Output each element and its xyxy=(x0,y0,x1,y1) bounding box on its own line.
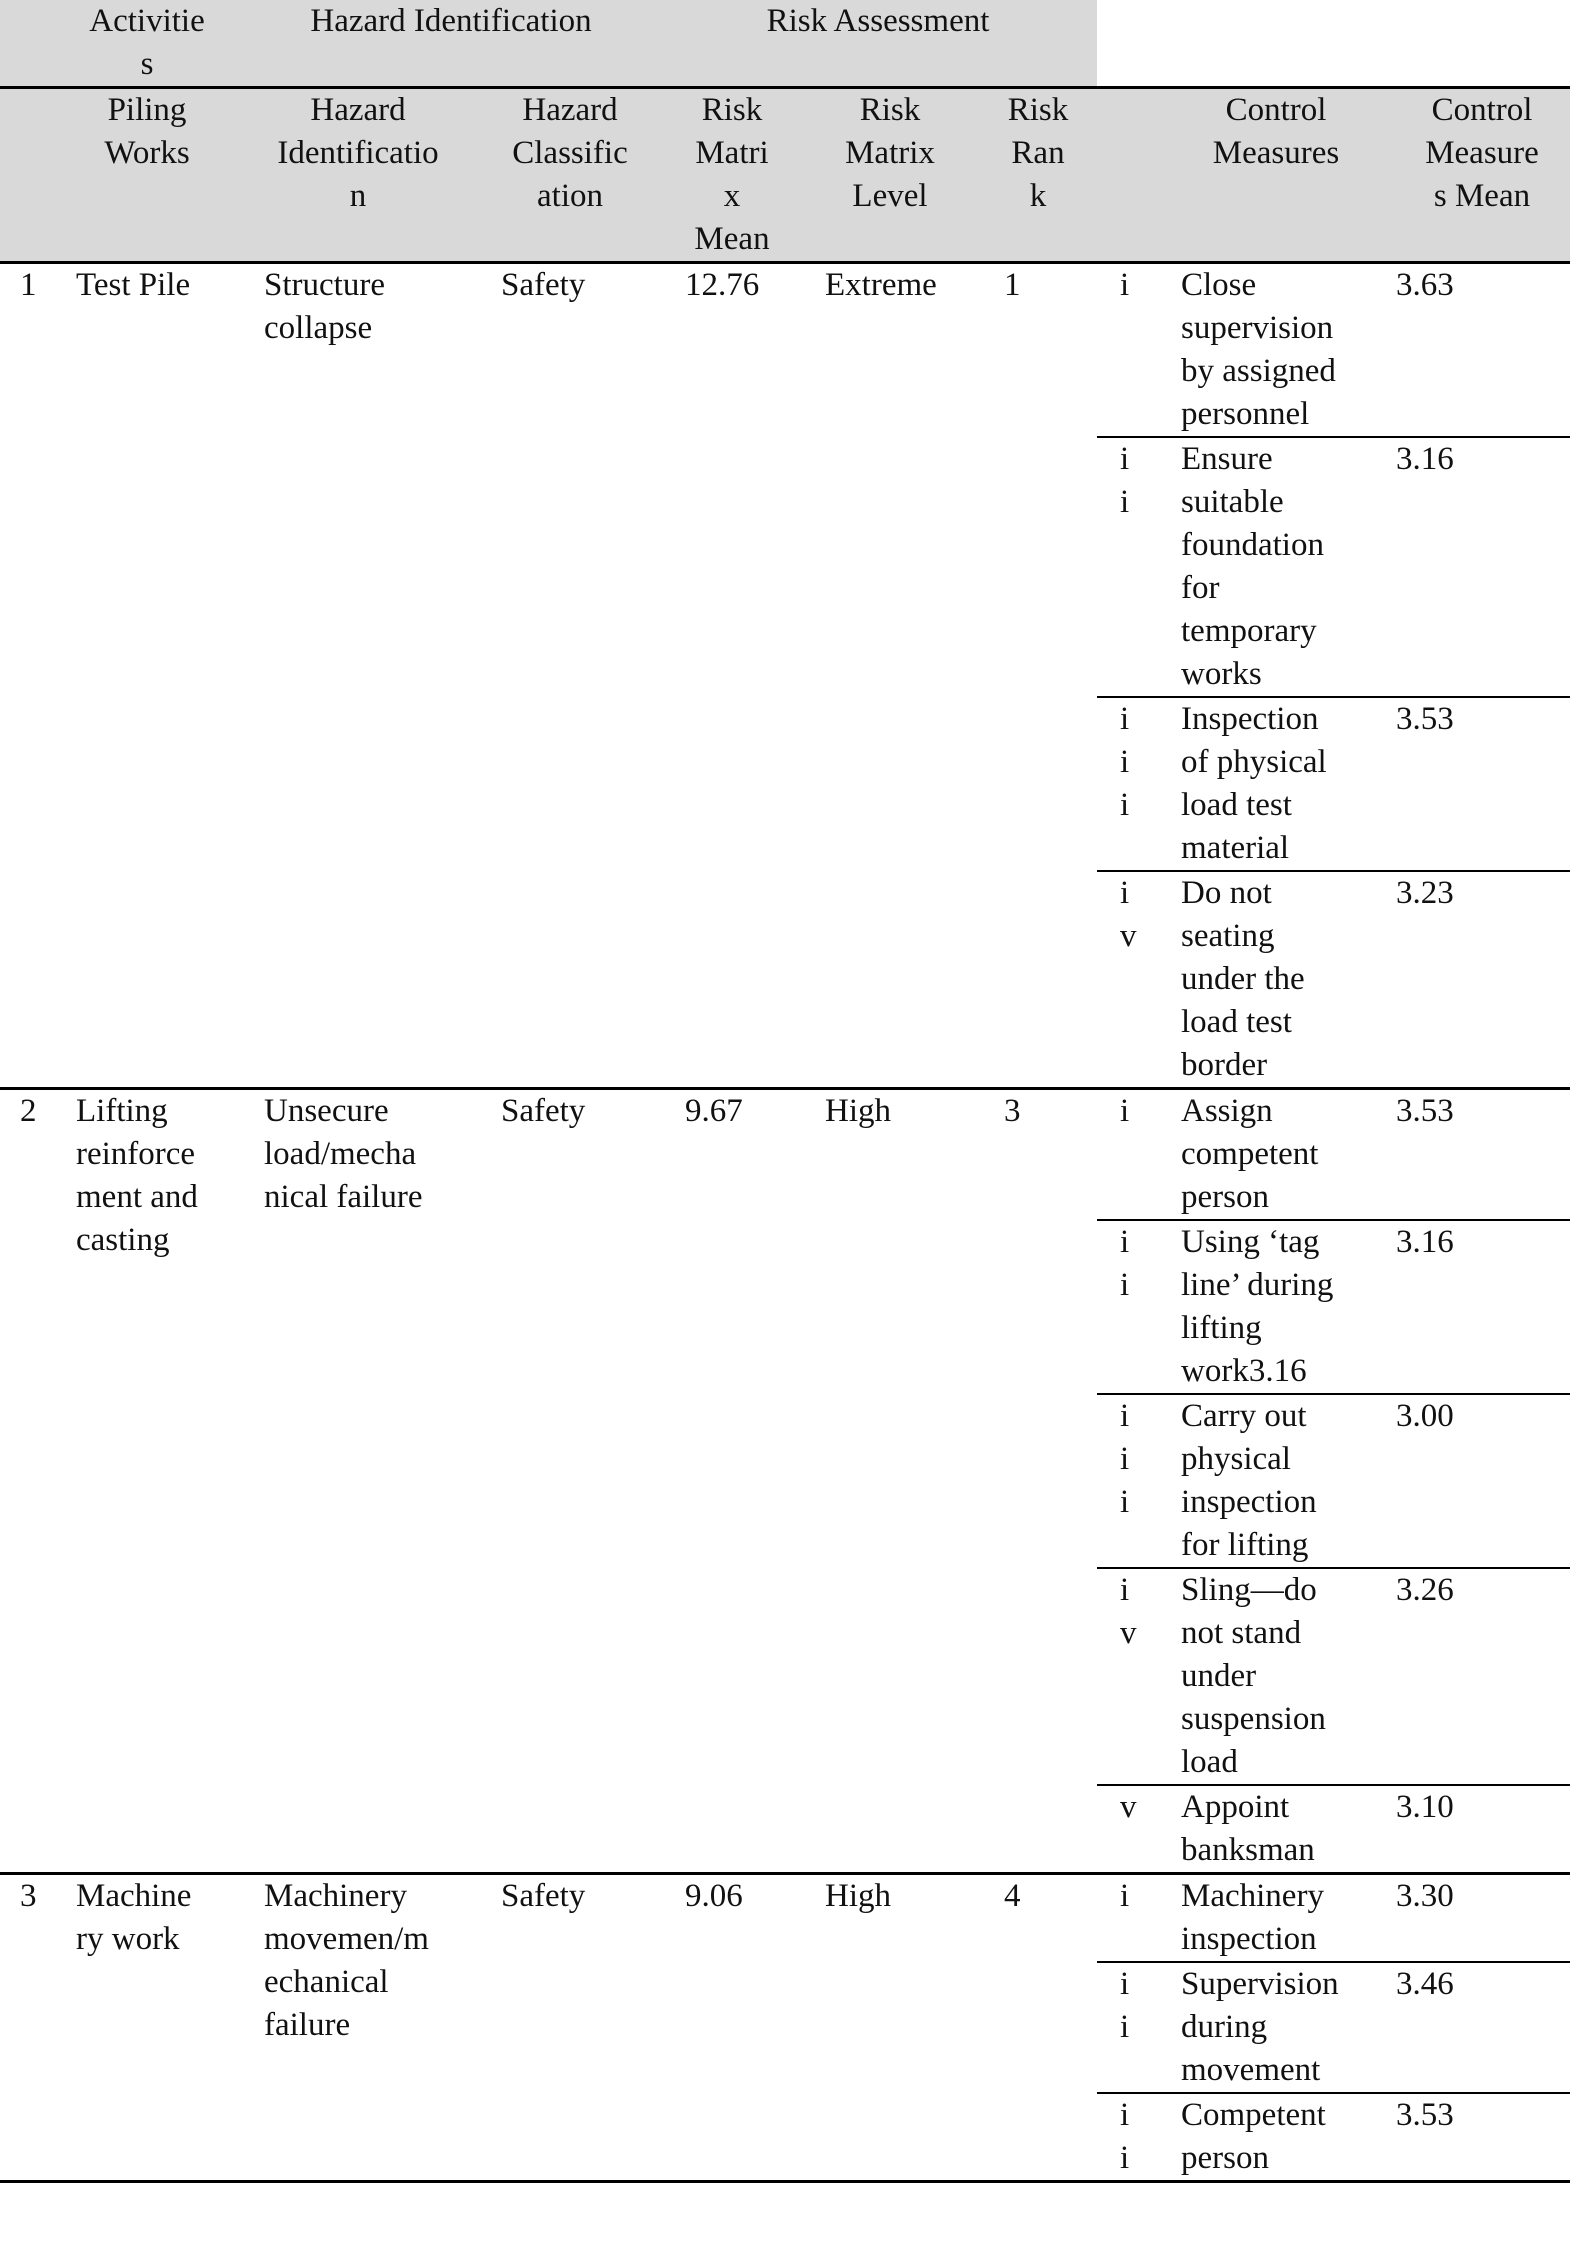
cell-activity: Lifting reinforce ment and casting xyxy=(76,1093,198,1258)
control-measure-row xyxy=(1097,436,1570,696)
control-measures-list xyxy=(1097,1875,1570,2180)
control-measure-row xyxy=(1097,1393,1570,1567)
col-risk-matrix-level: Risk Matrix Level xyxy=(845,92,935,214)
cell-hazard-classification: Safety xyxy=(501,1878,586,1914)
measure-text: Appoint banksman xyxy=(1181,1789,1315,1868)
cell-risk-rank: 1 xyxy=(1004,267,1021,303)
table-body xyxy=(0,264,1570,2183)
measure-numeral: iii xyxy=(1120,1398,1130,1520)
cell-hazard: Structure collapse xyxy=(264,267,385,346)
measure-numeral: v xyxy=(1120,1789,1137,1825)
cell-risk-rank: 4 xyxy=(1004,1878,1021,1914)
measure-text: Inspection of physical load test material xyxy=(1181,701,1327,866)
table-row xyxy=(0,1090,1570,1875)
cell-risk-matrix-mean: 12.76 xyxy=(685,267,760,303)
col-risk-matrix-mean: Risk Matri x Mean xyxy=(694,92,770,257)
measure-numeral: iv xyxy=(1120,875,1137,954)
measure-text: Competent person xyxy=(1181,2097,1326,2176)
control-measures-list xyxy=(1097,1090,1570,1872)
group-header-risk-assessment: Risk Assessment xyxy=(766,3,990,39)
control-measures-list xyxy=(1097,264,1570,1087)
cell-risk-rank: 3 xyxy=(1004,1093,1021,1129)
measure-mean: 3.16 xyxy=(1396,1224,1454,1260)
measure-numeral: ii xyxy=(1120,441,1130,520)
control-measure-row xyxy=(1097,1961,1570,2092)
table-row xyxy=(0,264,1570,1090)
table-row xyxy=(0,1875,1570,2183)
row-main-cells xyxy=(0,1090,1097,1872)
measure-numeral: i xyxy=(1120,1093,1130,1129)
control-measure-row xyxy=(1097,696,1570,870)
control-measure-row xyxy=(1097,870,1570,1087)
control-measure-row xyxy=(1097,2092,1570,2180)
measure-text: Do not seating under the load test border xyxy=(1181,875,1305,1083)
measure-text: Assign competent person xyxy=(1181,1093,1319,1215)
measure-numeral: iv xyxy=(1120,1572,1137,1651)
measure-mean: 3.53 xyxy=(1396,1093,1454,1129)
measure-numeral: i xyxy=(1120,267,1130,303)
measure-mean: 3.26 xyxy=(1396,1572,1454,1608)
cell-hazard-classification: Safety xyxy=(501,267,586,303)
measure-mean: 3.46 xyxy=(1396,1966,1454,2002)
measure-numeral: iii xyxy=(1120,701,1130,823)
measure-mean: 3.00 xyxy=(1396,1398,1454,1434)
col-piling-works: Piling Works xyxy=(104,92,190,171)
measure-mean: 3.30 xyxy=(1396,1878,1454,1914)
cell-risk-matrix-mean: 9.06 xyxy=(685,1878,743,1914)
col-control-measures-mean: Control Measure s Mean xyxy=(1425,92,1539,214)
measure-text: Supervision during movement xyxy=(1181,1966,1339,2088)
group-header-band xyxy=(0,0,1097,86)
control-measure-row xyxy=(1097,1567,1570,1784)
control-measure-row xyxy=(1097,1784,1570,1872)
measure-mean: 3.53 xyxy=(1396,701,1454,737)
measure-text: Sling—do not stand under suspension load xyxy=(1181,1572,1326,1780)
measure-mean: 3.23 xyxy=(1396,875,1454,911)
cell-row-number: 2 xyxy=(20,1093,37,1129)
cell-risk-matrix-level: High xyxy=(825,1093,891,1129)
control-measure-row xyxy=(1097,1219,1570,1393)
group-header-hazard-identification: Hazard Identification xyxy=(310,3,592,39)
measure-text: Machinery inspection xyxy=(1181,1878,1324,1957)
cell-hazard-classification: Safety xyxy=(501,1093,586,1129)
measure-text: Carry out physical inspection for lifting xyxy=(1181,1398,1317,1563)
measure-mean: 3.16 xyxy=(1396,441,1454,477)
measure-mean: 3.63 xyxy=(1396,267,1454,303)
cell-hazard: Machinery movemen/m echanical failure xyxy=(264,1878,429,2043)
measure-mean: 3.53 xyxy=(1396,2097,1454,2133)
cell-hazard: Unsecure load/mecha nical failure xyxy=(264,1093,423,1215)
cell-risk-matrix-mean: 9.67 xyxy=(685,1093,743,1129)
column-header-row xyxy=(0,89,1570,261)
measure-mean: 3.10 xyxy=(1396,1789,1454,1825)
cell-row-number: 1 xyxy=(20,267,37,303)
cell-risk-matrix-level: High xyxy=(825,1878,891,1914)
measure-numeral: ii xyxy=(1120,2097,1130,2176)
cell-activity: Machine ry work xyxy=(76,1878,192,1957)
group-header-activities: Activitie s xyxy=(89,3,205,82)
measure-text: Close supervision by assigned personnel xyxy=(1181,267,1336,432)
measure-numeral: ii xyxy=(1120,1224,1130,1303)
col-hazard-identification: Hazard Identificatio n xyxy=(277,92,439,214)
control-measure-row xyxy=(1097,264,1570,436)
measure-numeral: ii xyxy=(1120,1966,1130,2045)
col-control-measures: Control Measures xyxy=(1212,92,1340,171)
measure-text: Using ‘tag line’ during lifting work3.16 xyxy=(1181,1224,1334,1389)
cell-risk-matrix-level: Extreme xyxy=(825,267,937,303)
measure-numeral: i xyxy=(1120,1878,1130,1914)
col-risk-rank: Risk Ran k xyxy=(1007,92,1069,214)
control-measure-row xyxy=(1097,1875,1570,1961)
row-main-cells xyxy=(0,264,1097,1087)
cell-activity: Test Pile xyxy=(76,267,191,303)
cell-row-number: 3 xyxy=(20,1878,37,1914)
measure-text: Ensure suitable foundation for temporary works xyxy=(1181,441,1324,692)
row-main-cells xyxy=(0,1875,1097,2180)
col-hazard-classification: Hazard Classific ation xyxy=(512,92,628,214)
control-measure-row xyxy=(1097,1090,1570,1219)
